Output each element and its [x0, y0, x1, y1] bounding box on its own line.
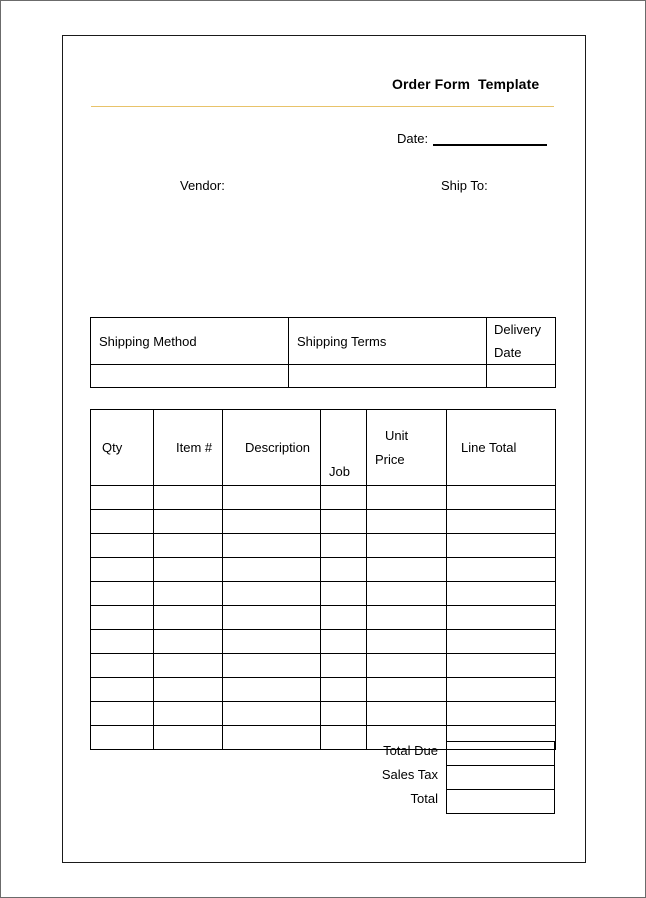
- vendor-label: Vendor:: [180, 178, 225, 193]
- qty-cell[interactable]: [91, 606, 154, 630]
- job-cell[interactable]: [321, 534, 367, 558]
- description-cell[interactable]: [223, 678, 321, 702]
- shipping-header-row: [91, 318, 556, 365]
- qty-cell[interactable]: [91, 510, 154, 534]
- unit-price-cell[interactable]: [367, 558, 447, 582]
- description-cell[interactable]: [223, 558, 321, 582]
- job-cell[interactable]: [321, 654, 367, 678]
- job-cell[interactable]: [321, 486, 367, 510]
- total-due-label: Total Due: [383, 743, 438, 758]
- qty-cell[interactable]: [91, 582, 154, 606]
- shipping-values-row: [91, 365, 556, 388]
- description-cell[interactable]: [223, 630, 321, 654]
- shipping-method-cell[interactable]: [91, 365, 289, 388]
- item-number-cell[interactable]: [154, 654, 223, 678]
- date-label: Date:: [397, 131, 429, 146]
- qty-cell[interactable]: [91, 726, 154, 750]
- unit-price-cell[interactable]: [367, 654, 447, 678]
- table-row: [91, 582, 556, 606]
- unit-price-line1: Unit: [385, 427, 409, 443]
- shipping-table: [90, 317, 556, 388]
- shipping-terms-cell[interactable]: [289, 365, 487, 388]
- job-cell[interactable]: [321, 510, 367, 534]
- line-total-cell[interactable]: [447, 702, 556, 726]
- table-row: [91, 558, 556, 582]
- line-total-cell[interactable]: [447, 606, 556, 630]
- line-total-cell[interactable]: [447, 654, 556, 678]
- table-row: [91, 606, 556, 630]
- description-cell[interactable]: [223, 606, 321, 630]
- item-number-cell[interactable]: [154, 630, 223, 654]
- job-cell[interactable]: [321, 678, 367, 702]
- form-title: Order Form Template: [392, 76, 540, 92]
- sales-tax-label: Sales Tax: [381, 767, 438, 782]
- job-cell[interactable]: [321, 702, 367, 726]
- unit-price-cell[interactable]: [367, 534, 447, 558]
- total-label: Total: [410, 791, 438, 806]
- delivery-header-line2: Date: [494, 345, 522, 360]
- line-total-cell[interactable]: [447, 678, 556, 702]
- description-cell[interactable]: [223, 654, 321, 678]
- table-row: [91, 678, 556, 702]
- line-total-header: Line Total: [447, 410, 556, 486]
- table-row: [91, 702, 556, 726]
- shipping-method-header: Shipping Method: [91, 318, 289, 365]
- item-number-cell[interactable]: [154, 678, 223, 702]
- item-number-cell[interactable]: [154, 558, 223, 582]
- description-cell[interactable]: [223, 510, 321, 534]
- unit-price-cell[interactable]: [367, 510, 447, 534]
- order-rows: [91, 486, 556, 750]
- qty-header: Qty: [91, 410, 154, 486]
- total-due-cell[interactable]: [447, 742, 555, 766]
- unit-price-cell[interactable]: [367, 702, 447, 726]
- qty-cell[interactable]: [91, 702, 154, 726]
- unit-price-cell[interactable]: [367, 630, 447, 654]
- date-input-line[interactable]: [433, 144, 547, 146]
- item-number-cell[interactable]: [154, 510, 223, 534]
- item-number-cell[interactable]: [154, 606, 223, 630]
- description-header: Description: [223, 410, 321, 486]
- job-cell[interactable]: [321, 630, 367, 654]
- line-total-cell[interactable]: [447, 630, 556, 654]
- qty-cell[interactable]: [91, 534, 154, 558]
- unit-price-cell[interactable]: [367, 486, 447, 510]
- table-row: [91, 486, 556, 510]
- job-header: Job: [321, 410, 367, 486]
- qty-cell[interactable]: [91, 486, 154, 510]
- table-row: [91, 630, 556, 654]
- total-due-row: [447, 742, 555, 766]
- sales-tax-cell[interactable]: [447, 766, 555, 790]
- order-items-table: [90, 409, 556, 750]
- line-total-cell[interactable]: [447, 510, 556, 534]
- table-row: [91, 534, 556, 558]
- description-cell[interactable]: [223, 582, 321, 606]
- qty-cell[interactable]: [91, 678, 154, 702]
- line-total-cell[interactable]: [447, 558, 556, 582]
- total-row: [447, 790, 555, 814]
- qty-cell[interactable]: [91, 630, 154, 654]
- description-cell[interactable]: [223, 486, 321, 510]
- line-total-cell[interactable]: [447, 582, 556, 606]
- item-number-cell[interactable]: [154, 726, 223, 750]
- item-number-cell[interactable]: [154, 486, 223, 510]
- delivery-header-line1: Delivery: [494, 322, 541, 337]
- table-row: [91, 654, 556, 678]
- total-cell[interactable]: [447, 790, 555, 814]
- unit-price-cell[interactable]: [367, 606, 447, 630]
- unit-price-cell[interactable]: [367, 582, 447, 606]
- unit-price-cell[interactable]: [367, 678, 447, 702]
- unit-price-line2: Price: [375, 451, 405, 467]
- description-cell[interactable]: [223, 702, 321, 726]
- totals-table: [446, 741, 555, 814]
- delivery-date-cell[interactable]: [487, 365, 556, 388]
- qty-cell[interactable]: [91, 654, 154, 678]
- table-row: [91, 510, 556, 534]
- job-cell[interactable]: [321, 606, 367, 630]
- ship-to-label: Ship To:: [441, 178, 488, 193]
- line-total-cell[interactable]: [447, 534, 556, 558]
- delivery-date-header: [487, 318, 556, 365]
- unit-price-header: [367, 410, 447, 486]
- job-cell[interactable]: [321, 558, 367, 582]
- qty-cell[interactable]: [91, 558, 154, 582]
- sales-tax-row: [447, 766, 555, 790]
- item-number-cell[interactable]: [154, 582, 223, 606]
- item-number-cell[interactable]: [154, 702, 223, 726]
- description-cell[interactable]: [223, 534, 321, 558]
- order-header-row: [91, 410, 556, 486]
- description-cell[interactable]: [223, 726, 321, 750]
- line-total-cell[interactable]: [447, 486, 556, 510]
- item-number-cell[interactable]: [154, 534, 223, 558]
- job-cell[interactable]: [321, 582, 367, 606]
- shipping-terms-header: Shipping Terms: [289, 318, 487, 365]
- item-number-header: Item #: [154, 410, 223, 486]
- title-divider: [91, 106, 554, 107]
